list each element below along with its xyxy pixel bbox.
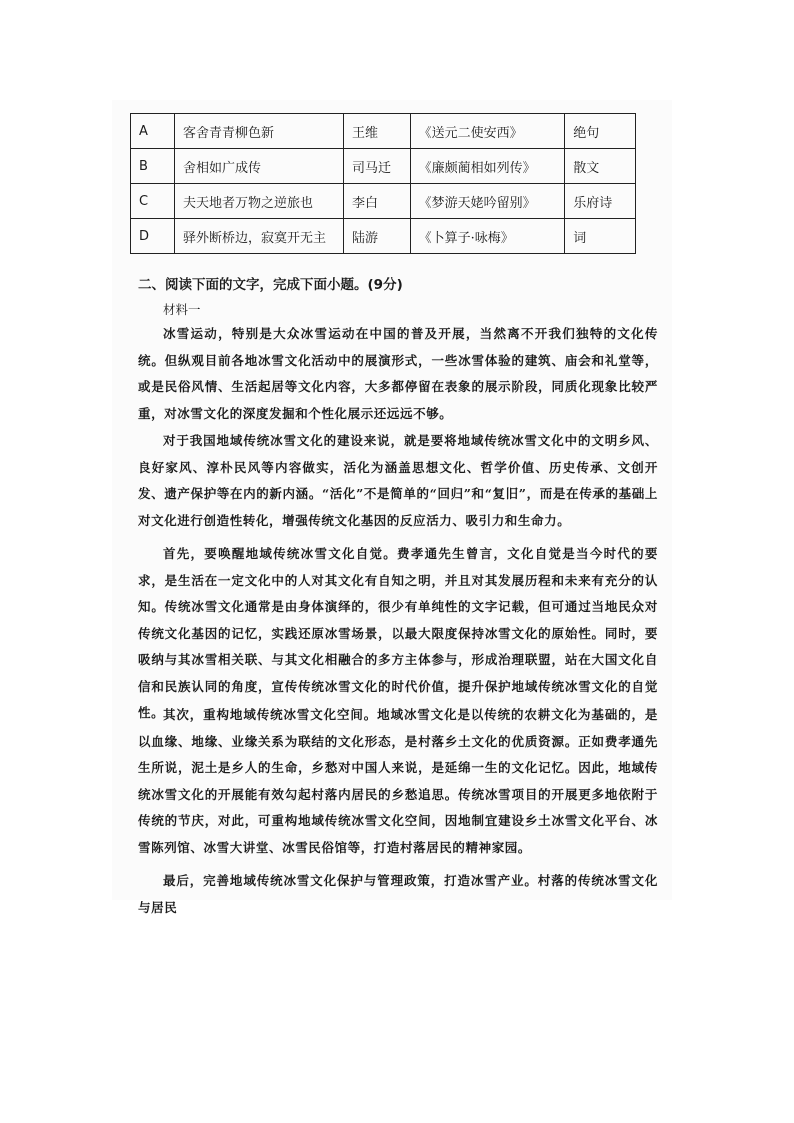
material-label: 材料一 xyxy=(163,302,201,317)
paragraph: 首先，要唤醒地域传统冰雪文化自觉。费孝通先生曾言，文化自觉是当今时代的要求，是生活在一定文化中的人对其文化有自知之明，并且对其发展历程和未来有充分的认知。传统冰雪文化通常是由身体演绎的，很少有单纯性的文字记载，但可通过当地民众对传统文化基因的记忆，实践还原冰雪场景，以最大限度保持冰雪文化的原始性。同时，要吸纳与其冰雪相关联、与其文化相融合的多方主体参与，形成治理联盟，站在大国文化自信和民族认同的角度，宣传传统冰雪文化的时代价值，提升保护地域传统冰雪文化的自觉性。 xyxy=(138,546,658,720)
paragraph: 最后，完善地域传统冰雪文化保护与管理政策，打造冰雪产业。村落的传统冰雪文化与居民 xyxy=(138,873,658,915)
paragraph: 冰雪运动，特别是大众冰雪运动在中国的普及开展，当然离不开我们独特的文化传统。但纵观目前各地冰雪文化活动中的展演形式，一些冰雪体验的建筑、庙会和礼堂等，或是民俗风情、生活起居等文化内容，大多都停留在表象的展示阶段，同质化现象比较严重，对冰雪文化的深度发掘和个性化展示还远远不够。 xyxy=(138,326,658,421)
table-row xyxy=(131,219,636,254)
answer-options-table xyxy=(130,113,636,254)
table-row xyxy=(131,184,636,219)
paragraph: 对于我国地域传统冰雪文化的建设来说，就是要将地域传统冰雪文化中的文明乡风、良好家风、淳朴民风等内容做实，活化为涵盖思想文化、哲学价值、历史传承、文创开发、遗产保护等在内的新内涵。“活化”不是简单的“回归”和“复旧”，而是在传承的基础上对文化进行创造性转化，增强传统文化基因的反应活力、吸引力和生命力。 xyxy=(138,433,658,528)
option-author: 李白 xyxy=(344,184,411,219)
option-verse: 夫天地者万物之逆旅也 xyxy=(175,184,344,219)
option-letter: A xyxy=(131,114,175,149)
paragraph: 其次，重构地域传统冰雪文化空间。地域冰雪文化是以传统的农耕文化为基础的，是以血缘、地缘、业缘关系为联结的文化形态，是村落乡土文化的优质资源。正如费孝通先生所说，泥土是乡人的生命，乡愁对中国人来说，是延绵一生的文化记忆。因此，地域传统冰雪文化的开展能有效勾起村落内居民的乡愁追思。传统冰雪项目的开展更多地依附于传统的节庆，对此，可重构地域传统冰雪文化空间，因地制宜建设乡土冰雪文化平台、冰雪陈列馆、冰雪大讲堂、冰雪民俗馆等，打造村落居民的精神家园。 xyxy=(138,707,658,855)
option-genre: 散文 xyxy=(565,149,636,184)
option-genre: 绝句 xyxy=(565,114,636,149)
table-row xyxy=(131,114,636,149)
option-verse: 驿外断桥边，寂寞开无主 xyxy=(175,219,344,254)
option-genre: 词 xyxy=(565,219,636,254)
option-letter: C xyxy=(131,184,175,219)
option-letter: D xyxy=(131,219,175,254)
option-work: 《梦游天姥吟留别》 xyxy=(410,184,565,219)
table-row xyxy=(131,149,636,184)
option-genre: 乐府诗 xyxy=(565,184,636,219)
option-author: 陆游 xyxy=(344,219,411,254)
section-heading: 二、阅读下面的文字，完成下面小题。(9分) xyxy=(138,277,403,293)
option-author: 司马迁 xyxy=(344,149,411,184)
option-author: 王维 xyxy=(344,114,411,149)
option-letter: B xyxy=(131,149,175,184)
option-work: 《送元二使安西》 xyxy=(410,114,565,149)
option-verse: 舍相如广成传 xyxy=(175,149,344,184)
option-verse: 客舍青青柳色新 xyxy=(175,114,344,149)
option-work: 《卜算子·咏梅》 xyxy=(410,219,565,254)
option-work: 《廉颇蔺相如列传》 xyxy=(410,149,565,184)
